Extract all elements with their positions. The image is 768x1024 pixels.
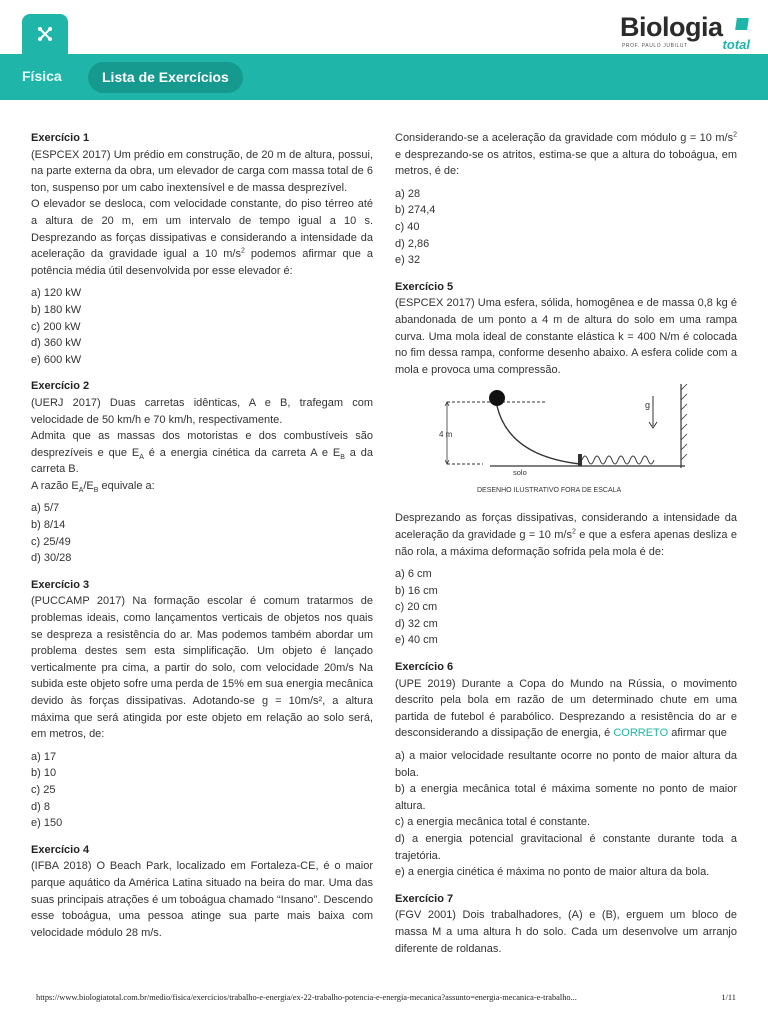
option: b) a energia mecânica total é máxima somente no ponto de maior altura. bbox=[395, 783, 737, 812]
option: e) 40 cm bbox=[395, 634, 438, 647]
option: a) 28 bbox=[395, 187, 421, 200]
option: e) 150 bbox=[31, 817, 63, 830]
menu-button[interactable] bbox=[22, 14, 68, 54]
exercise-title: Exercício 3 bbox=[31, 578, 90, 591]
exercise-title: Exercício 2 bbox=[31, 380, 90, 393]
option: d) 30/28 bbox=[31, 552, 72, 565]
exercise-title: Exercício 4 bbox=[31, 843, 90, 856]
exercise-3 bbox=[31, 577, 373, 832]
ramp-diagram bbox=[435, 384, 745, 506]
exercise-text: (PUCCAMP 2017) Na formação escolar é comum tratarmos de problemas ideais, como lançamentos verticais de objetos nos quais se despreza a resistência do ar. Mas podemos também abordar um problema destes sem esta simplificação. Um objeto é lançado verticalmente pra cima, a partir do solo, com velocidade 20m/s Na subida este objeto sofre uma perda de 15% em sua energia mecânica devido às forças dissipativas. Adotando-se g = 10m/s², a altura máxima que será atingida por este objeto em relação ao solo será, em metros, de: bbox=[31, 595, 373, 741]
option-list bbox=[31, 500, 373, 566]
logo-cube-icon bbox=[735, 18, 749, 30]
option: c) 20 cm bbox=[395, 601, 438, 614]
option-list bbox=[395, 186, 737, 269]
option: a) 17 bbox=[31, 750, 57, 763]
exercise-text: (ESPCEX 2017) Uma esfera, sólida, homogênea e de massa 0,8 kg é abandonada de um ponto a 4 m de altura do solo em uma rampa curva. Uma mola ideal de constante elástica k = 400 N/m é colocada no fim dessa rampa, conforme desenho abaixo. A esfera colide com a mola e provoca uma compressão. bbox=[395, 297, 737, 376]
option: c) 200 kW bbox=[31, 320, 81, 333]
exercise-7 bbox=[395, 891, 737, 957]
footer-url[interactable]: https://www.biologiatotal.com.br/medio/fisica/exercicios/trabalho-e-energia/ex-22-trabalho-potencia-e-energia-mecanica?assunto=energia-mecanica-e-trabalho... bbox=[36, 993, 577, 1002]
exercise-title: Exercício 6 bbox=[395, 661, 454, 674]
height-label: 4 m bbox=[439, 430, 453, 440]
section-pill[interactable]: Lista de Exercícios bbox=[88, 62, 243, 93]
exercise-6 bbox=[395, 659, 737, 881]
option: d) a energia potencial gravitacional é constante durante toda a trajetória. bbox=[395, 833, 737, 862]
exercise-text: O elevador se desloca, com velocidade constante, do piso térreo até a altura de 20 m, em um intervalo de tempo igual a 10 s. Desprezando as forças dissipativas e considerando a intensidade da aceleração da gravidade igual a 10 $m/s^2$ podemos afirmar que a potência média útil desenvolvida por esse elevador é: bbox=[31, 198, 374, 277]
option: b) 10 bbox=[31, 767, 57, 780]
gravity-label: g bbox=[645, 400, 651, 411]
ramp-spring-figure bbox=[435, 384, 745, 506]
right-column bbox=[395, 130, 737, 957]
exercise-text: Admita que as massas dos motoristas e dos combustíveis são desprezíveis e que $E_A$ é a energia cinética da carreta A e $E_B$ a da carreta B. bbox=[31, 430, 374, 476]
option: c) a energia mecânica total é constante. bbox=[395, 816, 591, 829]
exercise-text: (ESPCEX 2017) Um prédio em construção, de 20 m de altura, possui, na parte externa da obra, um elevador de carga com massa total de 6 ton, suspenso por um cabo inextensível e de massa desprezível. bbox=[31, 148, 373, 194]
exercise-title: Exercício 7 bbox=[395, 892, 454, 905]
exercise-text: Considerando-se a aceleração da gravidade com módulo g = 10 $m/s^2$ e desprezando-se os atritos, estima-se que a altura do toboágua, em metros, é de: bbox=[395, 131, 737, 178]
brand-logo[interactable] bbox=[620, 12, 750, 52]
exercise-title: Exercício 5 bbox=[395, 280, 454, 293]
option: a) a maior velocidade resultante ocorre no ponto de maior altura da bola. bbox=[395, 750, 737, 779]
option-list bbox=[395, 566, 737, 649]
exercise-text: (UPE 2019) Durante a Copa do Mundo na Rússia, o movimento descrito pela bola em razão de um determinado chute em uma partida de futebol é parabólico. Desprezando a resistência do ar e desconsiderando a dissipação de energia, é CORRETO afirmar que bbox=[395, 677, 737, 740]
logo-word: Biologia bbox=[620, 12, 723, 42]
option: d) 32 cm bbox=[395, 617, 438, 630]
option: a) 120 kW bbox=[31, 287, 82, 300]
option-list bbox=[395, 748, 737, 881]
option-list bbox=[31, 749, 373, 832]
option: c) 25 bbox=[31, 783, 56, 796]
exercise-text: A razão $E_A/E_B$ equivale a: bbox=[31, 479, 155, 495]
sphere bbox=[489, 390, 505, 406]
option: b) 274,4 bbox=[395, 204, 436, 217]
ground-label: solo bbox=[513, 468, 527, 478]
exercise-1 bbox=[31, 130, 373, 368]
option: a) 5/7 bbox=[31, 502, 60, 515]
exercise-4 bbox=[31, 842, 373, 942]
menu-icon bbox=[37, 26, 53, 42]
top-header bbox=[0, 0, 768, 54]
option-list bbox=[31, 285, 373, 368]
exercise-text: Desprezando as forças dissipativas, considerando a intensidade da aceleração da gravidade g = 10 $m/s^2$ e que a esfera apenas desliza e não rola, a máxima deformação sofrida pela mola é de: bbox=[395, 512, 737, 558]
option: d) 2,86 bbox=[395, 237, 430, 250]
option: c) 25/49 bbox=[31, 535, 71, 548]
logo-subtitle: PROF. PAULO JUBILUT bbox=[622, 43, 688, 49]
option: a) 6 cm bbox=[395, 568, 432, 581]
option: b) 180 kW bbox=[31, 303, 82, 316]
page-number: 1/11 bbox=[721, 993, 736, 1002]
option: e) 32 bbox=[395, 254, 421, 267]
option: c) 40 bbox=[395, 220, 420, 233]
left-column bbox=[31, 130, 373, 941]
option: e) a energia cinética é máxima no ponto de maior altura da bola. bbox=[395, 866, 710, 879]
logo-total: total bbox=[722, 37, 750, 52]
exercise-5 bbox=[395, 279, 737, 649]
option: e) 600 kW bbox=[31, 353, 82, 366]
figure-caption: DESENHO ILUSTRATIVO FORA DE ESCALA bbox=[477, 487, 622, 495]
option: b) 16 cm bbox=[395, 584, 438, 597]
option: d) 360 kW bbox=[31, 337, 82, 350]
exercise-title: Exercício 1 bbox=[31, 132, 90, 144]
exercise-text: (FGV 2001) Dois trabalhadores, (A) e (B), erguem um bloco de massa M a uma altura h do solo. Cada um desenvolve um arranjo diferente de roldanas. bbox=[395, 909, 737, 955]
subject-label[interactable]: Física bbox=[22, 68, 62, 84]
subject-bar bbox=[0, 54, 768, 100]
correto-highlight: CORRETO bbox=[613, 727, 669, 740]
exercise-text: (IFBA 2018) O Beach Park, localizado em Fortaleza-CE, é o maior parque aquático da América Latina situado na beira do mar. Uma das suas principais atrações é um toboágua chamado “Insano”. Descendo esse toboágua, uma pessoa atinge sua parte mais baixa com velocidade módulo 28 m/s. bbox=[31, 860, 373, 939]
exercise-text: (UERJ 2017) Duas carretas idênticas, A e B, trafegam com velocidade de 50 km/h e 70 km/h, respectivamente. bbox=[31, 396, 373, 426]
exercise-2 bbox=[31, 378, 373, 567]
option: b) 8/14 bbox=[31, 519, 66, 532]
option: d) 8 bbox=[31, 800, 50, 813]
